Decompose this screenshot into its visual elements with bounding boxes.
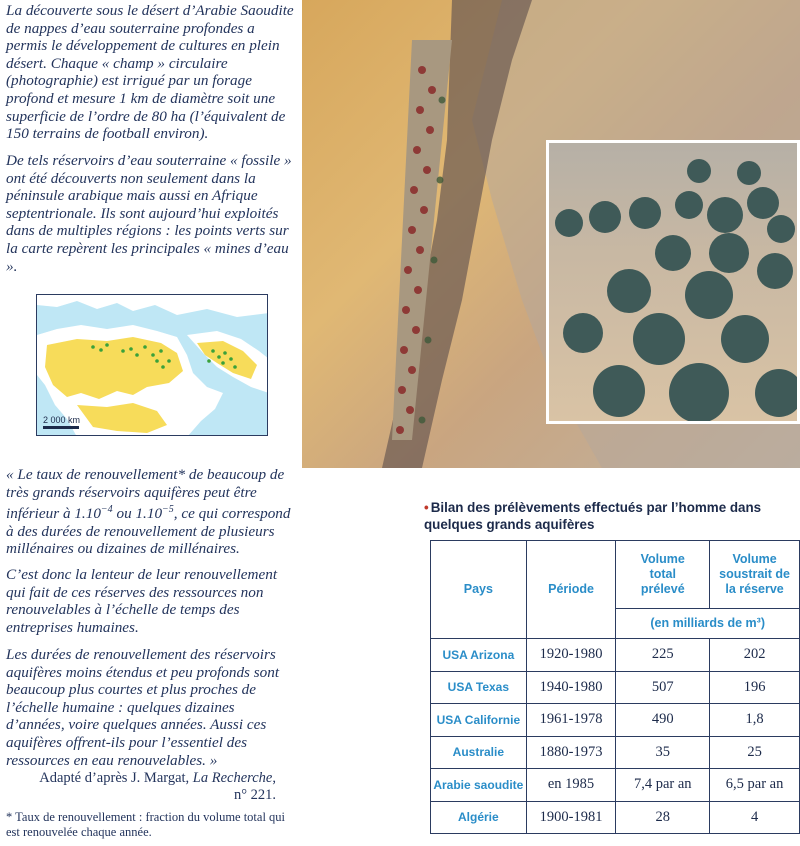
table-row: [431, 704, 800, 737]
cell-pays: Arabie saoudite: [431, 769, 527, 802]
table-body: [431, 639, 800, 834]
footnote: * Taux de renouvellement : fraction du volume total qui est renouvelée chaque année.: [6, 810, 286, 839]
cell-periode: 1961-1978: [526, 704, 616, 737]
cell-pays: USA Arizona: [431, 639, 527, 672]
cell-total: 28: [616, 801, 710, 834]
cell-periode: 1900-1981: [526, 801, 616, 834]
intro-paragraph-1: La découverte sous le désert d’Arabie Saoudite de nappes d’eau souterraine profondes a permis le développement de cultures en plein désert. Chaque « champ » circulaire (photographie) est irrigué par un forage profond et mesure 1 km de diamètre soit une superficie de l’ordre de 80 ha (l’équivalent de 150 terrains de football environ).: [6, 2, 294, 143]
cell-soustrait: 25: [710, 736, 800, 769]
cell-pays: Australie: [431, 736, 527, 769]
cell-total: 507: [616, 671, 710, 704]
table-title: [424, 499, 800, 533]
cell-pays: USA Californie: [431, 704, 527, 737]
quote-paragraph-2: C’est donc la lenteur de leur renouvellement qui fait de ces réserves des ressources non renouvelables à l’échelle de temps des entreprises humaines.: [6, 566, 278, 636]
pivot-circles: [555, 159, 797, 421]
cell-total: 35: [616, 736, 710, 769]
cell-total: 7,4 par an: [616, 769, 710, 802]
quote1-exponent-2: −5: [162, 504, 174, 516]
quote1-part-c: , ce qui correspond à des durées de renouvellement de plusieurs millénaires ou dizaines de millénaires.: [6, 505, 291, 558]
table-header-row: [431, 541, 800, 609]
cell-soustrait: 202: [710, 639, 800, 672]
quote-paragraph-1: [6, 466, 294, 558]
source-journal: La Recherche: [192, 770, 273, 786]
cell-total: 490: [616, 704, 710, 737]
cell-pays: USA Texas: [431, 671, 527, 704]
cell-periode: 1920-1980: [526, 639, 616, 672]
cell-soustrait: 4: [710, 801, 800, 834]
header-volume-total: Volume total prélevé: [616, 541, 710, 609]
quote1-exponent-1: −4: [100, 504, 113, 516]
quote-paragraph-3: Les durées de renouvellement des réservoirs aquifères moins étendus et peu profonds sont beaucoup plus courtes et plus proches de l’échelle humaine : quelques dizaines d’années, voire quelques années. Aussi ces aquifères offrent-ils pour l’essentiel des ressources en eau renouvelables. »: [6, 646, 280, 769]
bullet-icon: •: [424, 500, 429, 515]
cell-periode: 1940-1980: [526, 671, 616, 704]
pivot-irrigation-photo: [546, 140, 800, 424]
cell-total: 225: [616, 639, 710, 672]
source-citation: [6, 770, 276, 804]
cell-soustrait: 1,8: [710, 704, 800, 737]
cell-soustrait: 6,5 par an: [710, 769, 800, 802]
table-title-text: Bilan des prélèvements effectués par l’homme dans quelques grands aquifères: [424, 500, 762, 532]
table-row: [431, 671, 800, 704]
cell-pays: Algérie: [431, 801, 527, 834]
pivot-drawing: [549, 143, 797, 421]
cell-soustrait: 196: [710, 671, 800, 704]
header-pays: Pays: [431, 541, 527, 639]
table-row: [431, 801, 800, 834]
intro-paragraph-2: De tels réservoirs d’eau souterraine « fossile » ont été découverts non seulement dans la péninsule arabique mais aussi en Afrique septentrionale. Ils sont aujourd’hui exploités dans de multiples régions : les points verts sur la carte repèrent les principales « mines d’eau ».: [6, 152, 292, 275]
land-europe: [37, 295, 268, 317]
aquifer-map: [36, 294, 268, 436]
map-scale: [43, 415, 80, 429]
cell-periode: en 1985: [526, 769, 616, 802]
table-row: [431, 639, 800, 672]
header-periode: Période: [526, 541, 616, 639]
quote1-part-b: ou 1.10: [112, 505, 163, 523]
map-scale-bar: [43, 426, 79, 429]
map-scale-label: 2 000 km: [43, 415, 81, 425]
source-issue: n° 221.: [233, 787, 276, 803]
table-row: [431, 736, 800, 769]
header-volume-soustrait: Volume soustrait de la réserve: [710, 541, 800, 609]
withdrawal-table: [430, 540, 800, 834]
source-prefix: Adapté d’après J. Margat,: [39, 770, 193, 786]
text-column: [0, 0, 300, 846]
source-suffix: ,: [272, 770, 276, 786]
header-unit: (en milliards de m³): [616, 609, 800, 639]
table-row: [431, 769, 800, 802]
quote1-part-a: « Le taux de renouvellement* de beaucoup de très grands réservoirs aquifères peut être inférieur à 1.10: [6, 466, 285, 523]
cell-periode: 1880-1973: [526, 736, 616, 769]
